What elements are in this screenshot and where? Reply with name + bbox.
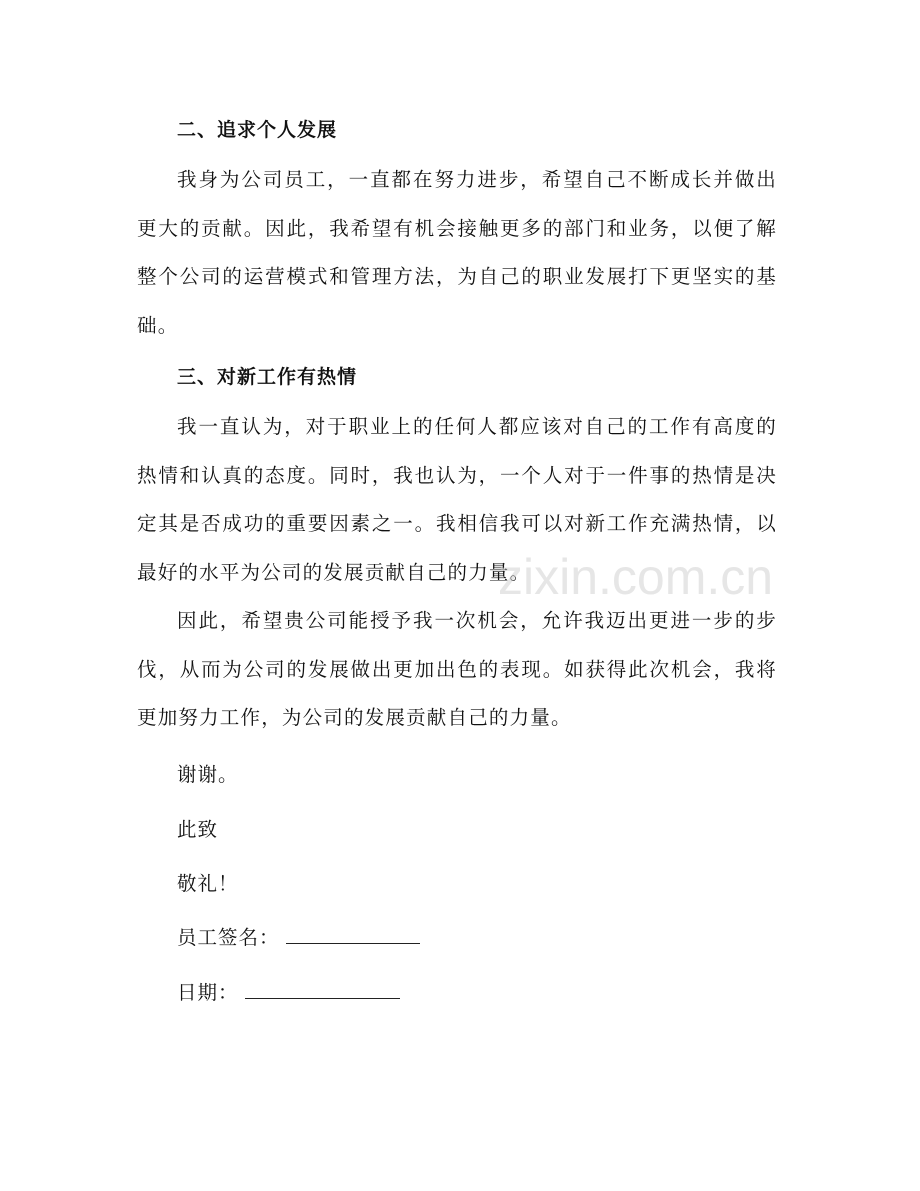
section-3-heading: 三、对新工作有热情 — [177, 366, 358, 388]
section-2-paragraph: 我身为公司员工，一直都在努力进步，希望自己不断成长并做出更大的贡献。因此，我希望有机会接触更多的部门和业务，以便了解整个公司的运营模式和管理方法，为自己的职业发展打下更坚实的基础。 — [137, 168, 777, 337]
section-2-heading: 二、追求个人发展 — [177, 119, 338, 141]
signature-row — [177, 922, 817, 950]
section-3-paragraph: 我一直认为，对于职业上的任何人都应该对自己的工作有高度的热情和认真的态度。同时，我也认为，一个人对于一件事的热情是决定其是否成功的重要因素之一。我相信我可以对新工作充满热情，以最好的水平为公司的发展贡献自己的力量。 — [137, 415, 777, 584]
salutation-line-2: 敬礼！ — [177, 872, 239, 895]
date-row — [177, 977, 817, 1005]
signature-blank-line — [286, 927, 420, 944]
watermark-logo: zixin.com.cn — [498, 549, 774, 605]
signature-label: 员工签名： — [177, 926, 280, 949]
thanks-line: 谢谢。 — [177, 763, 239, 786]
closing-paragraph: 因此，希望贵公司能授予我一次机会，允许我迈出更进一步的步伐，从而为公司的发展做出更加出色的表现。如获得此次机会，我将更加努力工作，为公司的发展贡献自己的力量。 — [137, 609, 777, 729]
date-blank-line — [245, 982, 400, 999]
date-label: 日期： — [177, 981, 239, 1004]
salutation-line-1: 此致 — [177, 818, 219, 841]
